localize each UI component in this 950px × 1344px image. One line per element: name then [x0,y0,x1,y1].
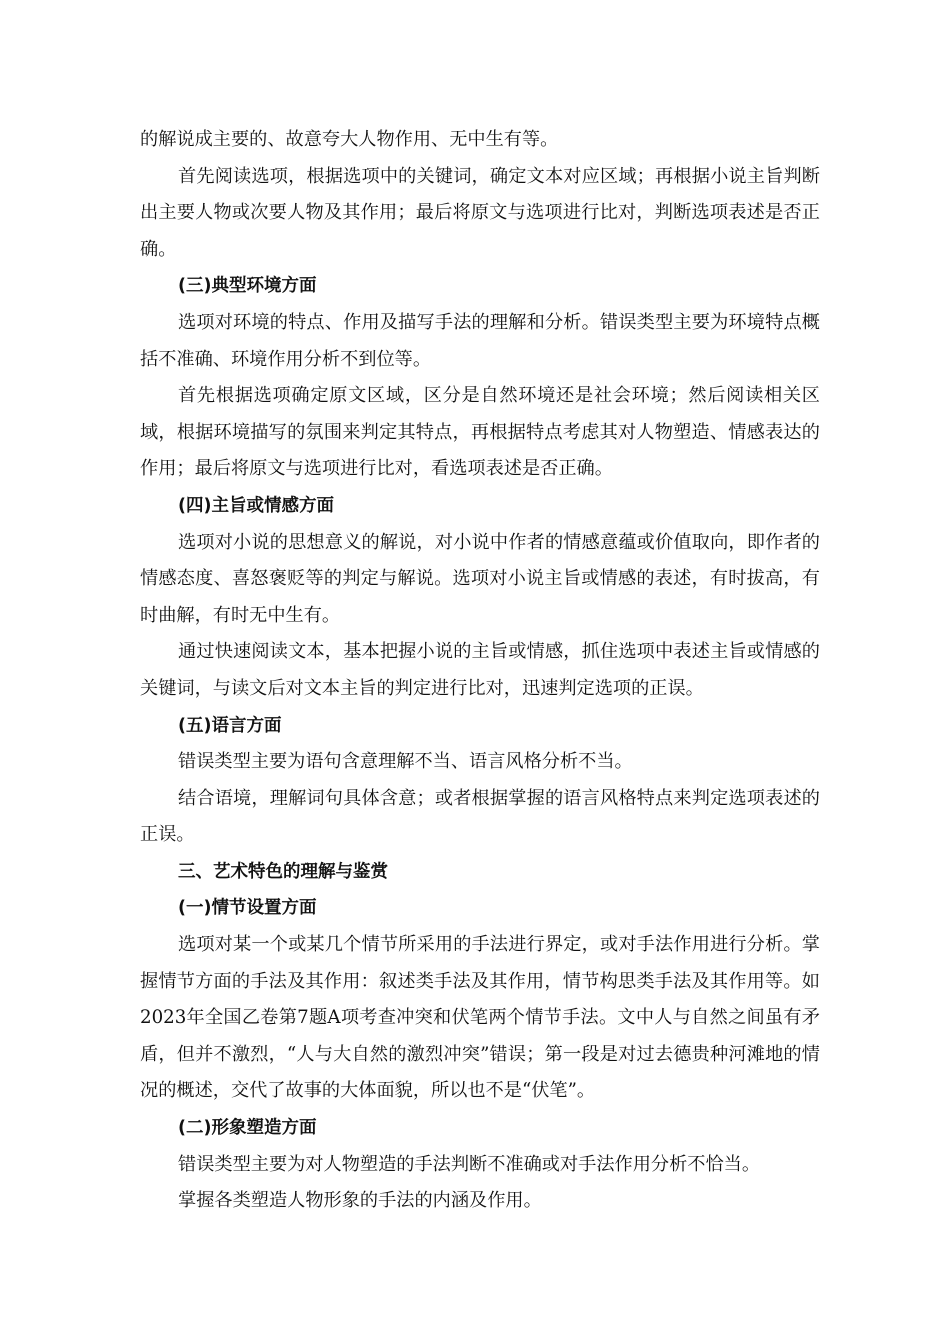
paragraph-shaping-method: 掌握各类塑造人物形象的手法的内涵及作用。 [178,1190,542,1212]
paragraph-theme-errors: 选项对小说的思想意义的解说，对小说中作者的情感意蕴或价值取向，即作者的情感态度、喜怒褒贬等的判定与解说。选项对小说主旨或情感的表述，有时拔高，有时曲解，有时无中生有。 [140,531,820,626]
document-page [140,122,820,1220]
paragraph-environment-method: 首先根据选项确定原文区域，区分是自然环境还是社会环境；然后阅读相关区域，根据环境描写的氛围来判定其特点，再根据特点考虑其对人物塑造、情感表达的作用；最后将原文与选项进行比对，看选项表述是否正确。 [140,385,820,480]
paragraph-environment-errors: 选项对环境的特点、作用及描写手法的理解和分析。错误类型主要为环境特点概括不准确、环境作用分析不到位等。 [140,311,820,370]
paragraph-continued: 的解说成主要的、故意夸大人物作用、无中生有等。 [140,129,559,150]
heading-plot-setting: (一)情节设置方面 [178,898,317,919]
heading-theme-emotion: (四)主旨或情感方面 [178,495,334,516]
paragraph-plot-setting: 选项对某一个或某几个情节所采用的手法进行界定，或对手法作用进行分析。掌握情节方面的手法及其作用：叙述类手法及其作用，情节构思类手法及其作用等。如2023年全国乙卷第7题A项考查冲突和伏笔两个情节手法。文中人与自然之间虽有矛盾，但并不激烈，“人与大自然的激烈冲突”错误；第一段是对过去德贵种河滩地的情况的概述，交代了故事的大体面貌，所以也不是“伏笔”。 [140,934,820,1102]
heading-typical-environment: (三)典型环境方面 [178,276,317,297]
paragraph-shaping-errors: 错误类型主要为对人物塑造的手法判断不准确或对手法作用分析不恰当。 [178,1153,761,1175]
heading-character-shaping: (二)形象塑造方面 [178,1118,317,1139]
paragraph-language-method: 结合语境，理解词句具体含意；或者根据掌握的语言风格特点来判定选项表述的正误。 [140,787,820,846]
paragraph-theme-method: 通过快速阅读文本，基本把握小说的主旨或情感，抓住选项中表述主旨或情感的关键词，与读文后对文本主旨的判定进行比对，迅速判定选项的正误。 [140,641,820,699]
heading-artistic-features: 三、艺术特色的理解与鉴赏 [178,861,388,882]
paragraph-method-characters: 首先阅读选项，根据选项中的关键词，确定文本对应区域；再根据小说主旨判断出主要人物或次要人物及其作用；最后将原文与选项进行比对，判断选项表述是否正确。 [140,165,820,260]
paragraph-language-errors: 错误类型主要为语句含意理解不当、语言风格分析不当。 [178,751,633,773]
heading-language: (五)语言方面 [178,715,282,736]
